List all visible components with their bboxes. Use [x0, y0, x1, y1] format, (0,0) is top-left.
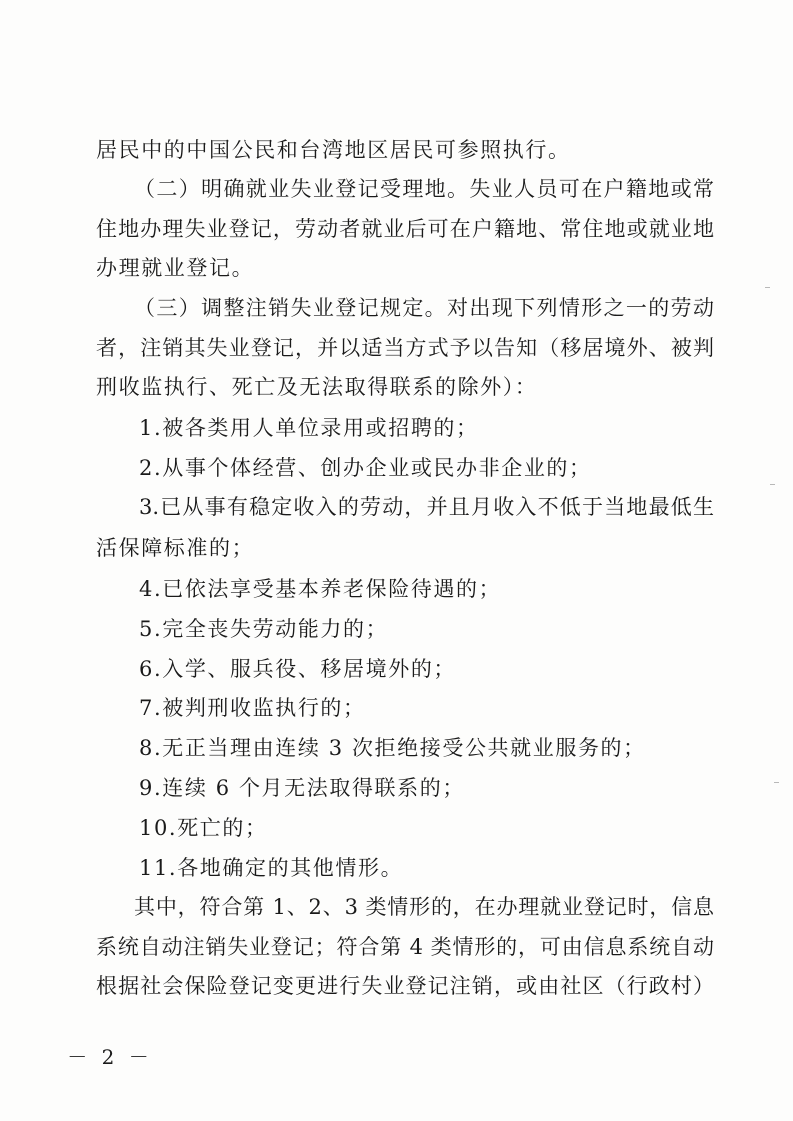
- list-item: 3.已从事有稳定收入的劳动，并且月收入不低于当地最低生: [139, 495, 714, 519]
- list-item: 11.各地确定的其他情形。: [139, 856, 404, 880]
- list-item: 8.无正当理由连续 3 次拒绝接受公共就业服务的；: [139, 736, 646, 760]
- list-item: 4.已依法享受基本养老保险待遇的；: [139, 577, 502, 601]
- list-item: 2.从事个体经营、创办企业或民办非企业的；: [139, 456, 592, 480]
- list-item: 5.完全丧失劳动能力的；: [139, 617, 389, 641]
- page-number: － 2 －: [67, 1045, 153, 1069]
- text-line: 其中，符合第 1、2、3 类情形的，在办理就业登记时，信息: [134, 895, 714, 919]
- text-line: （三）调整注销失业登记规定。对出现下列情形之一的劳动: [134, 296, 714, 320]
- text-line: （二）明确就业失业登记受理地。失业人员可在户籍地或常: [134, 177, 714, 201]
- scan-mark: [765, 287, 770, 288]
- text-line: 住地办理失业登记，劳动者就业后可在户籍地、常住地或就业地: [96, 217, 714, 241]
- list-item: 10.死亡的；: [139, 816, 268, 840]
- scan-mark: [774, 782, 779, 783]
- text-line: 刑收监执行、死亡及无法取得联系的除外）：: [96, 375, 538, 399]
- text-line: 活保障标准的；: [96, 536, 255, 560]
- list-item: 9.连续 6 个月无法取得联系的；: [139, 776, 465, 800]
- text-line: 办理就业登记。: [96, 256, 255, 280]
- text-line: 根据社会保险登记变更进行失业登记注销，或由社区（行政村）: [96, 974, 714, 998]
- text-line: 者，注销其失业登记，并以适当方式予以告知（移居境外、被判: [96, 336, 714, 360]
- list-item: 7.被判刑收监执行的；: [139, 696, 366, 720]
- list-item: 6.入学、服兵役、移居境外的；: [139, 657, 457, 681]
- list-item: 1.被各类用人单位录用或招聘的；: [139, 416, 479, 440]
- text-line: 居民中的中国公民和台湾地区居民可参照执行。: [96, 138, 571, 162]
- scan-mark: [770, 484, 775, 485]
- text-line: 系统自动注销失业登记；符合第 4 类情形的，可由信息系统自动: [96, 935, 714, 959]
